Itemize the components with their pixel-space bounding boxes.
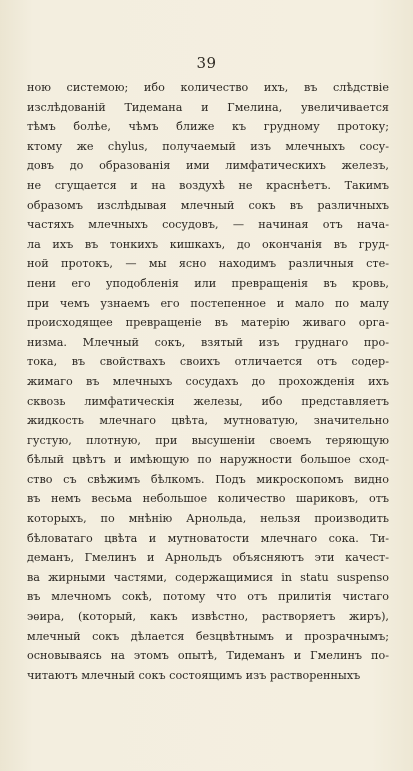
text-line: жимаго въ млечныхъ сосудахъ до прохожденія ихъ (27, 374, 389, 388)
text-line: ва жирными частями, содержащимися in statu suspenso (27, 570, 389, 584)
text-line: образомъ изслѣдывая млечный сокъ въ различныхъ (27, 198, 389, 212)
text-line: деманъ, Гмелинъ и Арнольдъ объясняютъ эти качест- (27, 551, 389, 565)
text-line: бѣлый цвѣтъ и имѣющую по наружности большое сход- (27, 453, 389, 467)
text-line: частяхъ млечныхъ сосудовъ, — начиная отъ нача- (27, 218, 389, 232)
text-line: густую, плотную, при высушеніи своемъ теряющую (27, 433, 389, 447)
text-line: ла ихъ въ тонкихъ кишкахъ, до окончанія въ груд- (27, 237, 389, 251)
text-line: изслѣдованій Тидемана и Гмелина, увеличивается (27, 100, 389, 114)
text-line: бѣловатаго цвѣта и мутноватости млечнаго сока. Ти- (27, 531, 389, 545)
text-line: ной протокъ, — мы ясно находимъ различныя сте- (27, 257, 389, 271)
text-line: происходящее превращеніе въ матерію живаго орга- (27, 316, 389, 330)
text-line: ство съ свѣжимъ бѣлкомъ. Подъ микроскопомъ видно (27, 472, 389, 486)
text-line: жидкость млечнаго цвѣта, мутноватую, значительно (27, 414, 389, 428)
text-line: довъ до образованія ими лимфатическихъ железъ, (27, 159, 389, 173)
body-text (27, 78, 389, 685)
text-line: тока, въ свойствахъ своихъ отличается отъ содер- (27, 355, 389, 369)
text-line: млечный сокъ дѣлается безцвѣтнымъ и прозрачнымъ; (27, 629, 389, 643)
text-line: въ млечномъ сокѣ, потому что отъ прилитія чистаго (27, 590, 389, 604)
text-line: ктому же chylus, получаемый изъ млечныхъ сосу- (27, 139, 389, 153)
text-line: ною системою; ибо количество ихъ, въ слѣдствіе (27, 81, 389, 94)
text-line: эѳира, (который, какъ извѣстно, растворяетъ жиръ), (27, 610, 389, 624)
text-line: пени его уподобленія или превращенія въ кровь, (27, 276, 389, 290)
text-line: низма. Млечный сокъ, взятый изъ груднаго про- (27, 335, 389, 349)
text-line: тѣмъ болѣе, чѣмъ ближе къ грудному протоку; (27, 120, 389, 134)
text-line: которыхъ, по мнѣнію Арнольда, нельзя производить (27, 512, 389, 526)
page-number: 39 (196, 54, 217, 72)
text-line: не сгущается и на воздухѣ не краснѣетъ. Такимъ (27, 178, 389, 192)
text-line: читаютъ млечный сокъ состоящимъ изъ растворенныхъ (27, 668, 361, 682)
text-line: въ немъ весьма небольшое количество шариковъ, отъ (27, 492, 389, 506)
text-line: основываясь на этомъ опытѣ, Тидеманъ и Гмелинъ по- (27, 649, 389, 663)
text-line: при чемъ узнаемъ его постепенное и мало по малу (27, 296, 389, 310)
text-line: сквозь лимфатическія железы, ибо представляетъ (27, 394, 389, 408)
